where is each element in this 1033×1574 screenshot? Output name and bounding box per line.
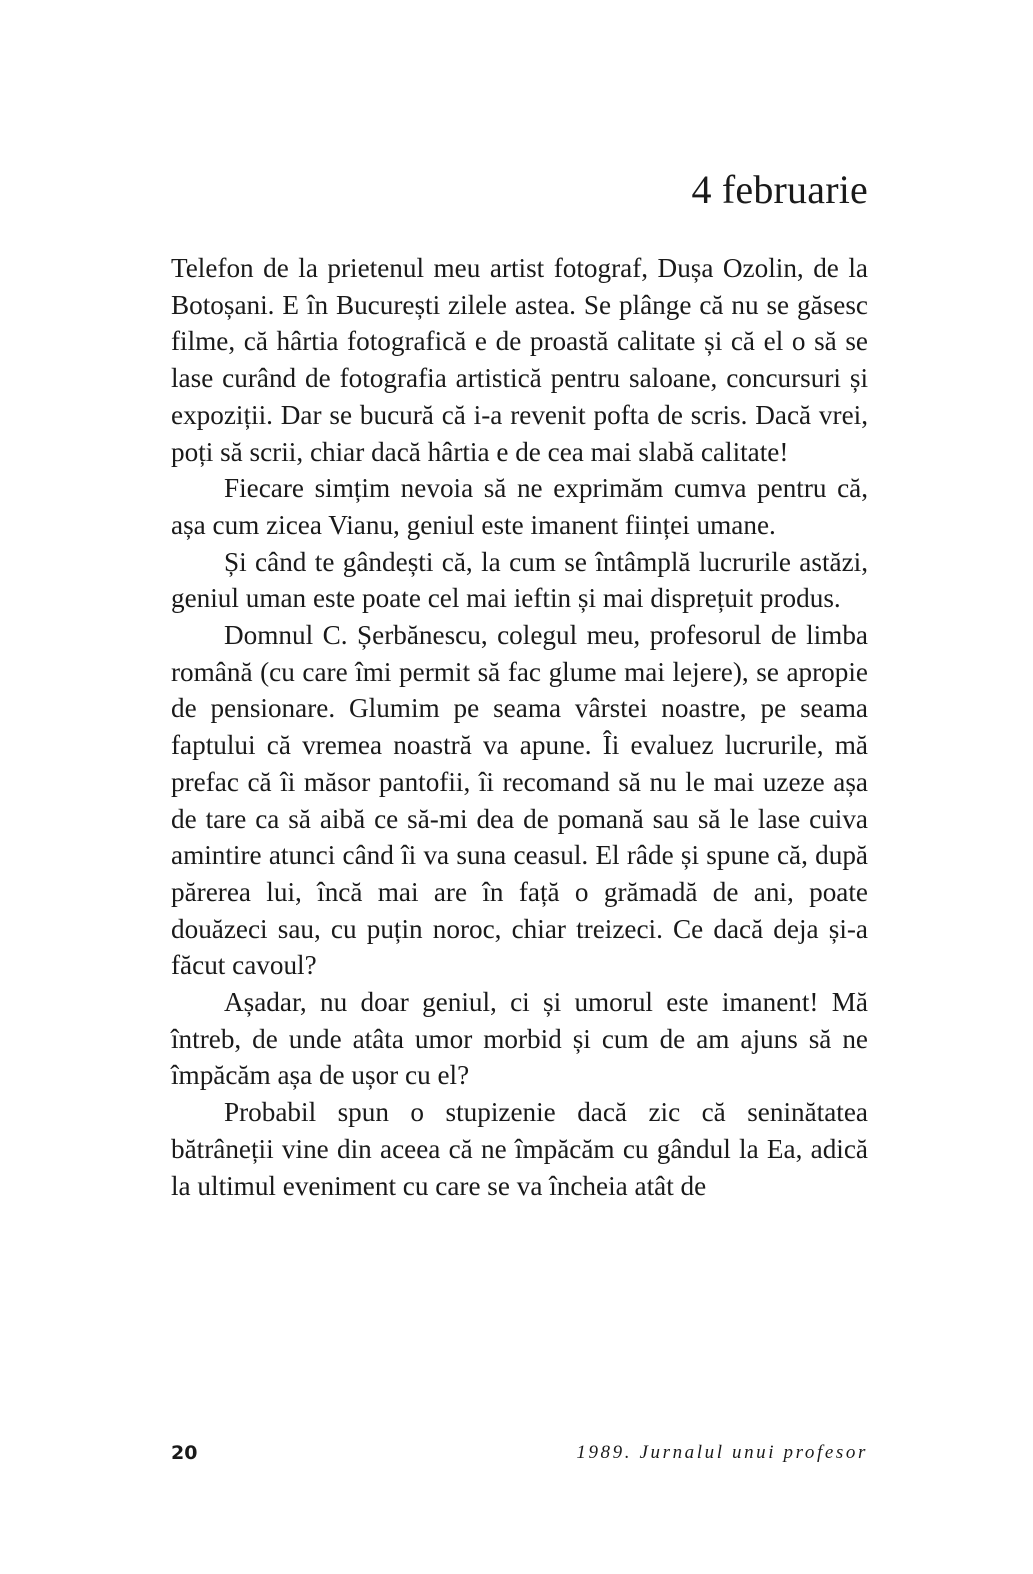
page-number: 20 — [171, 1442, 198, 1464]
paragraph: Domnul C. Șerbănescu, colegul meu, profesorul de limba română (cu care îmi permit să fac glume mai lejere), se apropie de pensionare. Glumim pe seama vârstei noastre, pe seama faptului că vremea noastră va apune. Îi evaluez lucrurile, mă prefac că îi măsor pantofii, îi recomand să nu le mai uzeze așa de tare ca să aibă ce să-mi dea de pomană sau să le lase cuiva amintire atunci când îi va suna ceasul. El râde și spune că, după părerea lui, încă mai are în față o grămadă de ani, poate douăzeci sau, cu puțin noroc, chiar treizeci. Ce dacă deja și-a făcut cavoul? — [171, 620, 868, 981]
page-footer — [171, 1438, 868, 1468]
chapter-heading: 4 februarie — [691, 167, 868, 212]
running-title: 1989. Jurnalul unui profesor — [576, 1442, 868, 1463]
paragraph: Fiecare simțim nevoia să ne exprimăm cumva pentru că, așa cum zicea Vianu, geniul este imanent ființei umane. — [171, 473, 868, 540]
paragraph: Așadar, nu doar geniul, ci și umorul este imanent! Mă întreb, de unde atâta umor morbid și cum de am ajuns să ne împăcăm așa de ușor cu el? — [171, 987, 868, 1091]
paragraph: Și când te gândești că, la cum se întâmplă lucrurile astăzi, geniul uman este poate cel mai ieftin și mai disprețuit produs. — [171, 546, 868, 614]
body-text — [171, 250, 868, 1204]
paragraph: Probabil spun o stupizenie dacă zic că seninătatea bătrâneții vine din aceea că ne împăcăm cu gândul la Ea, adică la ultimul eveniment cu care se va încheia atât de — [171, 1097, 868, 1201]
paragraph: Telefon de la prietenul meu artist fotograf, Dușa Ozolin, de la Botoșani. E în București zilele astea. Se plânge că nu se găsesc filme, că hârtia fotografică e de proastă calitate și că el o să se lase curând de fotografia artistică pentru saloane, concursuri și expoziții. Dar se bucură că i-a revenit pofta de scris. Dacă vrei, poți să scrii, chiar dacă hârtia e de cea mai slabă calitate! — [171, 253, 868, 467]
